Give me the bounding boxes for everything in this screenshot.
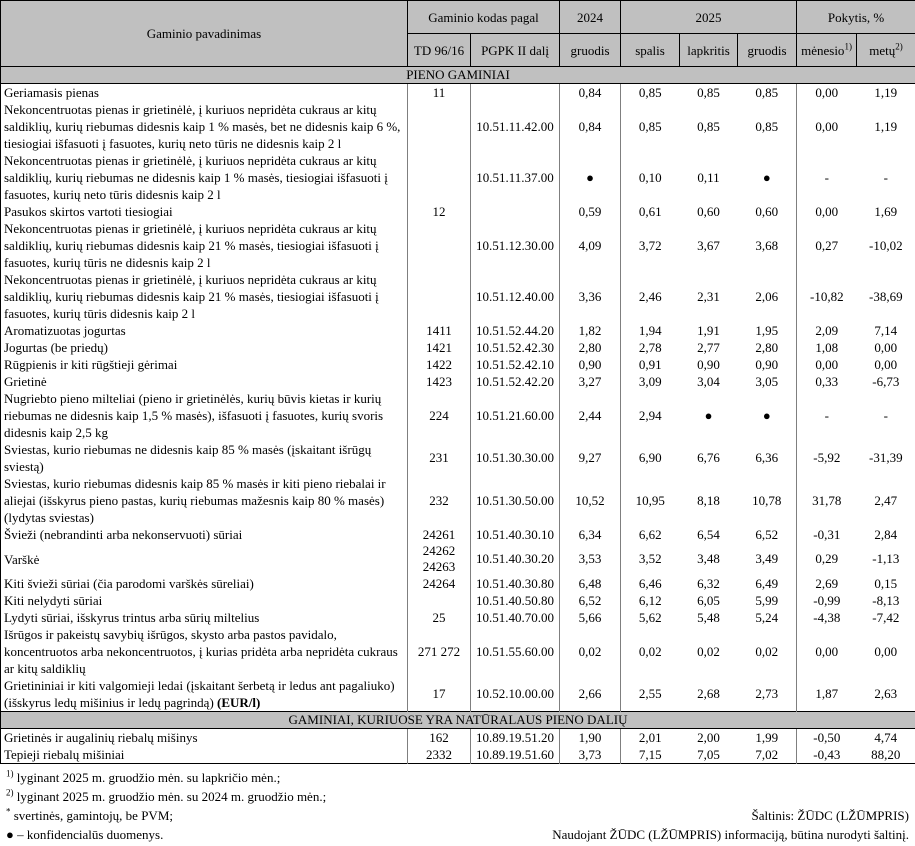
change-month: -0,50 <box>797 729 857 747</box>
change-year: 1,19 <box>857 84 915 102</box>
change-month: -0,99 <box>797 592 857 609</box>
pgpk-code: 10.89.19.51.20 <box>471 729 560 747</box>
product-name: Jogurtas (be priedų) <box>1 339 408 356</box>
table-row <box>1 526 915 543</box>
td-code: 12 <box>408 203 471 220</box>
product-name: Lydyti sūriai, išskyrus trintus arba sūrių miltelius <box>1 609 408 626</box>
price-2024-gruodis: 6,34 <box>560 526 621 543</box>
footnote-weighted-prices: * svertinės, gamintojų, be PVM; <box>6 806 326 825</box>
price-2025-spalis: 5,62 <box>621 609 680 626</box>
pgpk-code: 10.52.10.00.00 <box>471 677 560 712</box>
product-name: Švieži (nebrandinti arba nekonservuoti) sūriai <box>1 526 408 543</box>
pgpk-code: 10.51.12.40.00 <box>471 271 560 322</box>
price-2025-lapkritis: 2,68 <box>680 677 738 712</box>
product-name: Išrūgos ir pakeistų savybių išrūgos, skysto arba pastos pavidalo, koncentruotos arba nekoncentruotos, į kurias pridėta arba nepridėta cukraus ar kitų saldiklių <box>1 626 408 677</box>
pgpk-code <box>471 84 560 102</box>
price-2025-lapkritis: 6,05 <box>680 592 738 609</box>
table-row <box>1 203 915 220</box>
col-header-2025-spalis: spalis <box>621 34 680 67</box>
td-code: 25 <box>408 609 471 626</box>
price-2025-lapkritis: ● <box>680 390 738 441</box>
table-row <box>1 475 915 526</box>
col-header-year-2024: 2024 <box>560 1 621 34</box>
price-2025-gruodis: 0,85 <box>738 101 797 152</box>
table-row <box>1 626 915 677</box>
price-2025-lapkritis: 2,77 <box>680 339 738 356</box>
col-header-product-name: Gaminio pavadinimas <box>1 1 408 67</box>
price-2024-gruodis: ● <box>560 152 621 203</box>
table-row <box>1 84 915 102</box>
change-year: 0,15 <box>857 575 915 592</box>
price-2025-spalis: 2,78 <box>621 339 680 356</box>
price-2025-gruodis: 2,73 <box>738 677 797 712</box>
change-month: 0,00 <box>797 101 857 152</box>
price-2024-gruodis: 5,66 <box>560 609 621 626</box>
td-code: 24264 <box>408 575 471 592</box>
change-year: 0,00 <box>857 356 915 373</box>
change-month: -5,92 <box>797 441 857 475</box>
td-code <box>408 592 471 609</box>
price-2024-gruodis: 4,09 <box>560 220 621 271</box>
price-2024-gruodis: 0,84 <box>560 101 621 152</box>
price-2025-spalis: 0,85 <box>621 84 680 102</box>
change-month: -0,31 <box>797 526 857 543</box>
col-header-change-month: mėnesio$^{1)}$ <box>797 34 857 67</box>
product-name: Geriamasis pienas <box>1 84 408 102</box>
price-2025-gruodis: 1,95 <box>738 322 797 339</box>
change-year: 0,00 <box>857 339 915 356</box>
price-2025-spalis: 6,90 <box>621 441 680 475</box>
td-code <box>408 271 471 322</box>
pgpk-code: 10.51.52.44.20 <box>471 322 560 339</box>
price-2025-gruodis: 1,99 <box>738 729 797 747</box>
td-code: 1423 <box>408 373 471 390</box>
price-2024-gruodis: 6,52 <box>560 592 621 609</box>
table-row <box>1 373 915 390</box>
price-2025-spalis: 2,94 <box>621 390 680 441</box>
price-2025-spalis: 6,12 <box>621 592 680 609</box>
price-2024-gruodis: 3,53 <box>560 543 621 575</box>
footer <box>0 764 915 846</box>
change-month: 0,00 <box>797 626 857 677</box>
table-row <box>1 609 915 626</box>
table-row <box>1 152 915 203</box>
product-name: Kiti nelydyti sūriai <box>1 592 408 609</box>
price-2024-gruodis: 1,82 <box>560 322 621 339</box>
change-month: - <box>797 390 857 441</box>
table-row <box>1 592 915 609</box>
td-code: 24262 24263 <box>408 543 471 575</box>
price-2024-gruodis: 1,90 <box>560 729 621 747</box>
price-2025-lapkritis: 3,48 <box>680 543 738 575</box>
price-2025-gruodis: ● <box>738 390 797 441</box>
table-row <box>1 390 915 441</box>
td-code <box>408 220 471 271</box>
price-2025-gruodis: ● <box>738 152 797 203</box>
product-name: Varškė <box>1 543 408 575</box>
product-name: Grietinė <box>1 373 408 390</box>
price-2025-lapkritis: 0,90 <box>680 356 738 373</box>
price-2025-gruodis: 7,02 <box>738 746 797 764</box>
td-code: 231 <box>408 441 471 475</box>
change-month: 1,87 <box>797 677 857 712</box>
price-2025-gruodis: 6,36 <box>738 441 797 475</box>
change-month: 0,00 <box>797 84 857 102</box>
change-year: -1,13 <box>857 543 915 575</box>
price-2025-lapkritis: 7,05 <box>680 746 738 764</box>
change-month: -10,82 <box>797 271 857 322</box>
pgpk-code: 10.51.21.60.00 <box>471 390 560 441</box>
pgpk-code: 10.51.40.50.80 <box>471 592 560 609</box>
change-month: 2,09 <box>797 322 857 339</box>
price-2025-lapkritis: 0,85 <box>680 84 738 102</box>
product-name: Nugriebto pieno milteliai (pieno ir grietinėlės, kurių būvis kietas ir kurių riebumas ne didesnis kaip 1,5 % masės), išfasuoti į fasuotes, kurių svoris didesnis kaip 2,5 kg <box>1 390 408 441</box>
table-row <box>1 220 915 271</box>
pgpk-code <box>471 203 560 220</box>
price-2024-gruodis: 2,66 <box>560 677 621 712</box>
product-name: Nekoncentruotas pienas ir grietinėlė, į kuriuos nepridėta cukraus ar kitų saldiklių, kurių riebumas ne didesnis kaip 1 % masės, tiesiogiai išfasuoti į fasuotes, kurių neto tūris didesnis kaip 2 l <box>1 152 408 203</box>
td-code: 224 <box>408 390 471 441</box>
change-month: 0,27 <box>797 220 857 271</box>
table-row <box>1 729 915 747</box>
price-2025-gruodis: 0,85 <box>738 84 797 102</box>
price-2024-gruodis: 0,02 <box>560 626 621 677</box>
price-2025-lapkritis: 2,31 <box>680 271 738 322</box>
table-row <box>1 101 915 152</box>
table-row <box>1 575 915 592</box>
pgpk-code: 10.51.30.30.00 <box>471 441 560 475</box>
change-month: -4,38 <box>797 609 857 626</box>
price-2024-gruodis: 3,27 <box>560 373 621 390</box>
change-month: - <box>797 152 857 203</box>
td-code: 24261 <box>408 526 471 543</box>
table-row <box>1 543 915 575</box>
td-code: 11 <box>408 84 471 102</box>
price-2025-gruodis: 3,49 <box>738 543 797 575</box>
price-2025-gruodis: 5,24 <box>738 609 797 626</box>
pgpk-code: 10.51.52.42.30 <box>471 339 560 356</box>
price-2025-gruodis: 2,06 <box>738 271 797 322</box>
td-code: 2332 <box>408 746 471 764</box>
pgpk-code: 10.51.52.42.20 <box>471 373 560 390</box>
source-usage-note: Naudojant ŽŪDC (LŽŪMPRIS) informaciją, būtina nurodyti šaltinį. <box>552 825 909 844</box>
pgpk-code: 10.51.40.70.00 <box>471 609 560 626</box>
col-header-change-year: metų$^{2)}$ <box>857 34 915 67</box>
price-2025-lapkritis: 5,48 <box>680 609 738 626</box>
price-2025-gruodis: 3,05 <box>738 373 797 390</box>
price-2024-gruodis: 2,80 <box>560 339 621 356</box>
price-2024-gruodis: 9,27 <box>560 441 621 475</box>
price-2025-spalis: 6,46 <box>621 575 680 592</box>
change-year: 0,00 <box>857 626 915 677</box>
price-2025-gruodis: 0,90 <box>738 356 797 373</box>
price-2025-gruodis: 6,52 <box>738 526 797 543</box>
col-header-2025-gruodis: gruodis <box>738 34 797 67</box>
td-code <box>408 152 471 203</box>
price-2025-lapkritis: 2,00 <box>680 729 738 747</box>
col-header-2025-lapkritis: lapkritis <box>680 34 738 67</box>
price-2025-spalis: 3,52 <box>621 543 680 575</box>
col-header-code-group: Gaminio kodas pagal <box>408 1 560 34</box>
pgpk-code: 10.51.40.30.10 <box>471 526 560 543</box>
change-month: 2,69 <box>797 575 857 592</box>
table-row <box>1 441 915 475</box>
td-code: 271 272 <box>408 626 471 677</box>
footnote-1: $^{1)}$ lyginant 2025 m. gruodžio mėn. su lapkričio mėn.; <box>6 768 326 787</box>
price-2024-gruodis: 0,59 <box>560 203 621 220</box>
change-month: 0,29 <box>797 543 857 575</box>
pgpk-code: 10.51.40.30.20 <box>471 543 560 575</box>
change-year: -38,69 <box>857 271 915 322</box>
price-2025-spalis: 3,09 <box>621 373 680 390</box>
change-year: 2,47 <box>857 475 915 526</box>
td-code: 1422 <box>408 356 471 373</box>
price-2025-spalis: 0,85 <box>621 101 680 152</box>
td-code: 1411 <box>408 322 471 339</box>
product-name: Nekoncentruotas pienas ir grietinėlė, į kuriuos nepridėta cukraus ar kitų saldiklių, kurių riebumas didesnis kaip 1 % masės, bet ne didesnis kaip 6 %, tiesiogiai išfasuoti į fasuotes, kurių neto tūris ne didesnis kaip 2 l <box>1 101 408 152</box>
change-year: 4,74 <box>857 729 915 747</box>
product-name: Sviestas, kurio riebumas didesnis kaip 85 % masės ir kiti pieno riebalai ir aliejai (išskyrus pieno pastas, kurių riebumas mažesnis kaip 80 % masės) (lydytas sviestas) <box>1 475 408 526</box>
product-name-unit: (EUR/l) <box>217 695 260 710</box>
source-block <box>552 806 909 844</box>
pgpk-code: 10.51.11.37.00 <box>471 152 560 203</box>
price-2025-lapkritis: 6,32 <box>680 575 738 592</box>
price-2025-gruodis: 5,99 <box>738 592 797 609</box>
pgpk-code: 10.51.55.60.00 <box>471 626 560 677</box>
price-2025-spalis: 3,72 <box>621 220 680 271</box>
price-2025-spalis: 10,95 <box>621 475 680 526</box>
source-line: Šaltinis: ŽŪDC (LŽŪMPRIS) <box>552 806 909 825</box>
price-2025-gruodis: 3,68 <box>738 220 797 271</box>
price-2025-lapkritis: 3,67 <box>680 220 738 271</box>
td-code: 1421 <box>408 339 471 356</box>
price-2025-lapkritis: 8,18 <box>680 475 738 526</box>
price-2025-gruodis: 2,80 <box>738 339 797 356</box>
change-year: - <box>857 152 915 203</box>
pgpk-code: 10.51.12.30.00 <box>471 220 560 271</box>
change-year: -31,39 <box>857 441 915 475</box>
col-header-pgpk-code: PGPK II dalį <box>471 34 560 67</box>
td-code: 232 <box>408 475 471 526</box>
product-name: Pasukos skirtos vartoti tiesiogiai <box>1 203 408 220</box>
change-year: -10,02 <box>857 220 915 271</box>
footnote-ref-1: 1) <box>844 41 852 51</box>
product-name: Nekoncentruotas pienas ir grietinėlė, į kuriuos nepridėta cukraus ar kitų saldiklių, kurių riebumas didesnis kaip 21 % masės, tiesiogiai išfasuoti į fasuotes, kurių tūris ne didesnis kaip 2 l <box>1 220 408 271</box>
table-row <box>1 677 915 712</box>
col-header-year-2025: 2025 <box>621 1 797 34</box>
change-month: 0,00 <box>797 203 857 220</box>
price-2025-gruodis: 0,02 <box>738 626 797 677</box>
change-month: 0,33 <box>797 373 857 390</box>
price-2025-lapkritis: 6,54 <box>680 526 738 543</box>
table-row <box>1 271 915 322</box>
change-year: 7,14 <box>857 322 915 339</box>
table-row <box>1 746 915 764</box>
product-name: Grietininiai ir kiti valgomieji ledai (įskaitant šerbetą ir ledus ant pagaliuko) (išskyrus ledų mišinius ir ledų pagrindą) (EUR/l) <box>1 677 408 712</box>
change-year: 1,69 <box>857 203 915 220</box>
change-year: 88,20 <box>857 746 915 764</box>
price-2025-spalis: 0,91 <box>621 356 680 373</box>
change-month: 0,00 <box>797 356 857 373</box>
pgpk-code: 10.51.52.42.10 <box>471 356 560 373</box>
price-2025-spalis: 0,02 <box>621 626 680 677</box>
price-2025-gruodis: 6,49 <box>738 575 797 592</box>
price-2025-gruodis: 0,60 <box>738 203 797 220</box>
footnote-confidential: ● – konfidencialūs duomenys. <box>6 825 326 844</box>
td-code: 17 <box>408 677 471 712</box>
change-month: 31,78 <box>797 475 857 526</box>
pgpk-code: 10.51.11.42.00 <box>471 101 560 152</box>
change-year: 1,19 <box>857 101 915 152</box>
price-2025-lapkritis: 1,91 <box>680 322 738 339</box>
change-year: -6,73 <box>857 373 915 390</box>
product-name: Rūgpienis ir kiti rūgštieji gėrimai <box>1 356 408 373</box>
table-row <box>1 339 915 356</box>
price-2024-gruodis: 3,36 <box>560 271 621 322</box>
td-code <box>408 101 471 152</box>
price-2025-spalis: 1,94 <box>621 322 680 339</box>
section-header: PIENO GAMINIAI <box>1 67 915 84</box>
section-header: GAMINIAI, KURIUOSE YRA NATŪRALAUS PIENO DALIŲ <box>1 712 915 729</box>
change-month: -0,43 <box>797 746 857 764</box>
footnote-ref-2: 2) <box>895 41 903 51</box>
product-name: Tepieji riebalų mišiniai <box>1 746 408 764</box>
product-name: Nekoncentruotas pienas ir grietinėlė, į kuriuos nepridėta cukraus ar kitų saldiklių, kurių riebumas didesnis kaip 21 % masės, tiesiogiai išfasuoti į fasuotes, kurių tūris didesnis kaip 2 l <box>1 271 408 322</box>
change-year: -7,42 <box>857 609 915 626</box>
pgpk-code: 10.89.19.51.60 <box>471 746 560 764</box>
price-2024-gruodis: 2,44 <box>560 390 621 441</box>
footnote-2: $^{2)}$ lyginant 2025 m. gruodžio mėn. su 2024 m. gruodžio mėn.; <box>6 787 326 806</box>
change-year: -8,13 <box>857 592 915 609</box>
pgpk-code: 10.51.40.30.80 <box>471 575 560 592</box>
change-month: 1,08 <box>797 339 857 356</box>
col-header-td-code: TD 96/16 <box>408 34 471 67</box>
footnotes-block <box>6 768 326 844</box>
product-name: Grietinės ir augalinių riebalų mišinys <box>1 729 408 747</box>
table-row <box>1 356 915 373</box>
price-2024-gruodis: 0,84 <box>560 84 621 102</box>
price-2024-gruodis: 6,48 <box>560 575 621 592</box>
price-2025-spalis: 2,55 <box>621 677 680 712</box>
price-2025-lapkritis: 0,85 <box>680 101 738 152</box>
price-2025-spalis: 0,61 <box>621 203 680 220</box>
price-2025-spalis: 0,10 <box>621 152 680 203</box>
product-name: Aromatizuotas jogurtas <box>1 322 408 339</box>
price-2024-gruodis: 10,52 <box>560 475 621 526</box>
col-header-change: Pokytis, % <box>797 1 915 34</box>
price-2024-gruodis: 0,90 <box>560 356 621 373</box>
price-2025-gruodis: 10,78 <box>738 475 797 526</box>
change-year: 2,84 <box>857 526 915 543</box>
product-name: Sviestas, kurio riebumas ne didesnis kaip 85 % masės (įskaitant išrūgų sviestą) <box>1 441 408 475</box>
td-code: 162 <box>408 729 471 747</box>
price-2025-spalis: 2,46 <box>621 271 680 322</box>
col-header-2024-gruodis: gruodis <box>560 34 621 67</box>
product-name: Kiti švieži sūriai (čia parodomi varškės sūreliai) <box>1 575 408 592</box>
price-2025-lapkritis: 0,02 <box>680 626 738 677</box>
table-row <box>1 322 915 339</box>
price-2025-lapkritis: 0,11 <box>680 152 738 203</box>
price-2025-spalis: 7,15 <box>621 746 680 764</box>
pgpk-code: 10.51.30.50.00 <box>471 475 560 526</box>
price-2025-spalis: 6,62 <box>621 526 680 543</box>
price-2025-lapkritis: 0,60 <box>680 203 738 220</box>
price-2025-lapkritis: 3,04 <box>680 373 738 390</box>
price-2024-gruodis: 3,73 <box>560 746 621 764</box>
price-2025-lapkritis: 6,76 <box>680 441 738 475</box>
price-2025-spalis: 2,01 <box>621 729 680 747</box>
change-year: 2,63 <box>857 677 915 712</box>
change-year: - <box>857 390 915 441</box>
